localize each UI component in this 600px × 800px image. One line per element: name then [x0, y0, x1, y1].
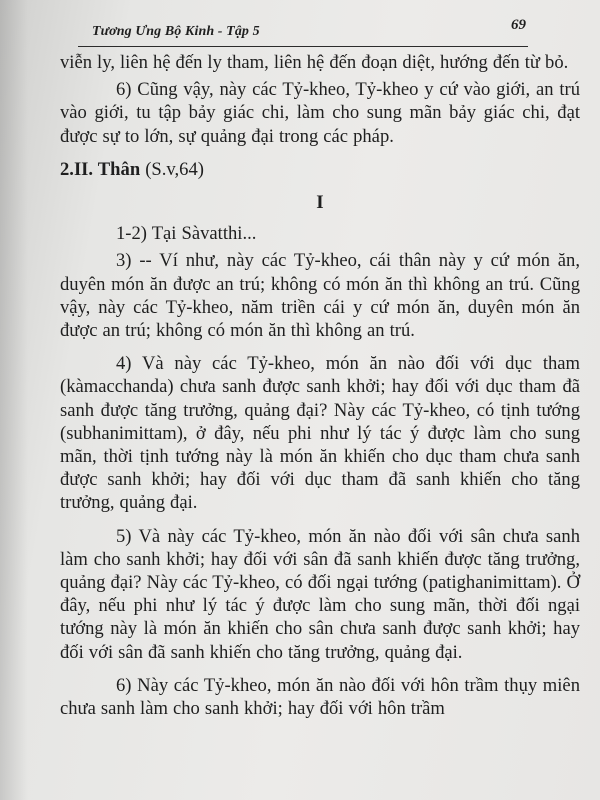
- roman-numeral-heading: I: [316, 192, 324, 214]
- section-heading: [60, 158, 580, 181]
- continuation-paragraph: viễn ly, liên hệ đến ly tham, liên hệ đến đoạn diệt, hướng đến từ bỏ.: [60, 52, 569, 73]
- paragraph-1-2: 1-2) Tại Sàvatthi...: [116, 223, 257, 245]
- paragraph-6-second: 6) Này các Tỷ-kheo, món ăn nào đối với hôn trầm thụy miên chưa sanh làm cho sanh khởi; hay đối với hôn trầm: [60, 674, 580, 720]
- paragraph-4: 4) Và này các Tỷ-kheo, món ăn nào đối với dục tham (kàmacchanda) chưa sanh được sanh khởi; hay đối với dục tham đã sanh được tăng trưởng, quảng đại? Này các Tỷ-kheo, có tịnh tướng (subhanimittam), ở đây, nếu phi như lý tác ý được làm cho sung mãn, thời tịnh tướng này là món ăn khiến cho dục tham chưa sanh được sanh khởi; hay đối với dục tham đã sanh khiến cho tăng trưởng, quảng đại.: [60, 353, 580, 514]
- section-number-title: 2.II. Thân: [60, 158, 141, 180]
- section-reference: (S.v,64): [145, 158, 204, 180]
- page-body: [60, 51, 580, 720]
- page-gutter-shadow: [0, 0, 28, 800]
- page-number: 69: [511, 17, 526, 33]
- running-title: Tương Ưng Bộ Kinh - Tập 5: [92, 24, 260, 39]
- paragraph-6-first: 6) Cũng vậy, này các Tỷ-kheo, Tỷ-kheo y cứ vào giới, an trú vào giới, tu tập bảy giác chi, làm cho sung mãn bảy giác chi, đạt được sự to lớn, sự quảng đại trong các pháp.: [60, 79, 580, 147]
- paragraph-5: 5) Và này các Tỷ-kheo, món ăn nào đối với sân chưa sanh làm cho sanh khởi; hay đối với sân đã sanh khiến được tăng trưởng, quảng đại? Này các Tỷ-kheo, có đối ngại tướng (patighanimittam). Ở đây, nếu phi như lý tác ý được làm cho sung mãn, thời đối ngại tướng này là món ăn khiến cho sân chưa sanh được sanh khởi; hay đối với sân đã sanh khiến cho tăng trưởng, quảng đại.: [60, 525, 580, 663]
- paragraph-3: 3) -- Ví như, này các Tỷ-kheo, cái thân này y cứ món ăn, duyên món ăn được an trú; không có món ăn thì không an trú. Cũng vậy, này các Tỷ-kheo, năm triền cái y cứ món ăn, duyên món ăn được an trú; không có món ăn thì không an trú.: [60, 250, 580, 342]
- running-header: [78, 14, 528, 47]
